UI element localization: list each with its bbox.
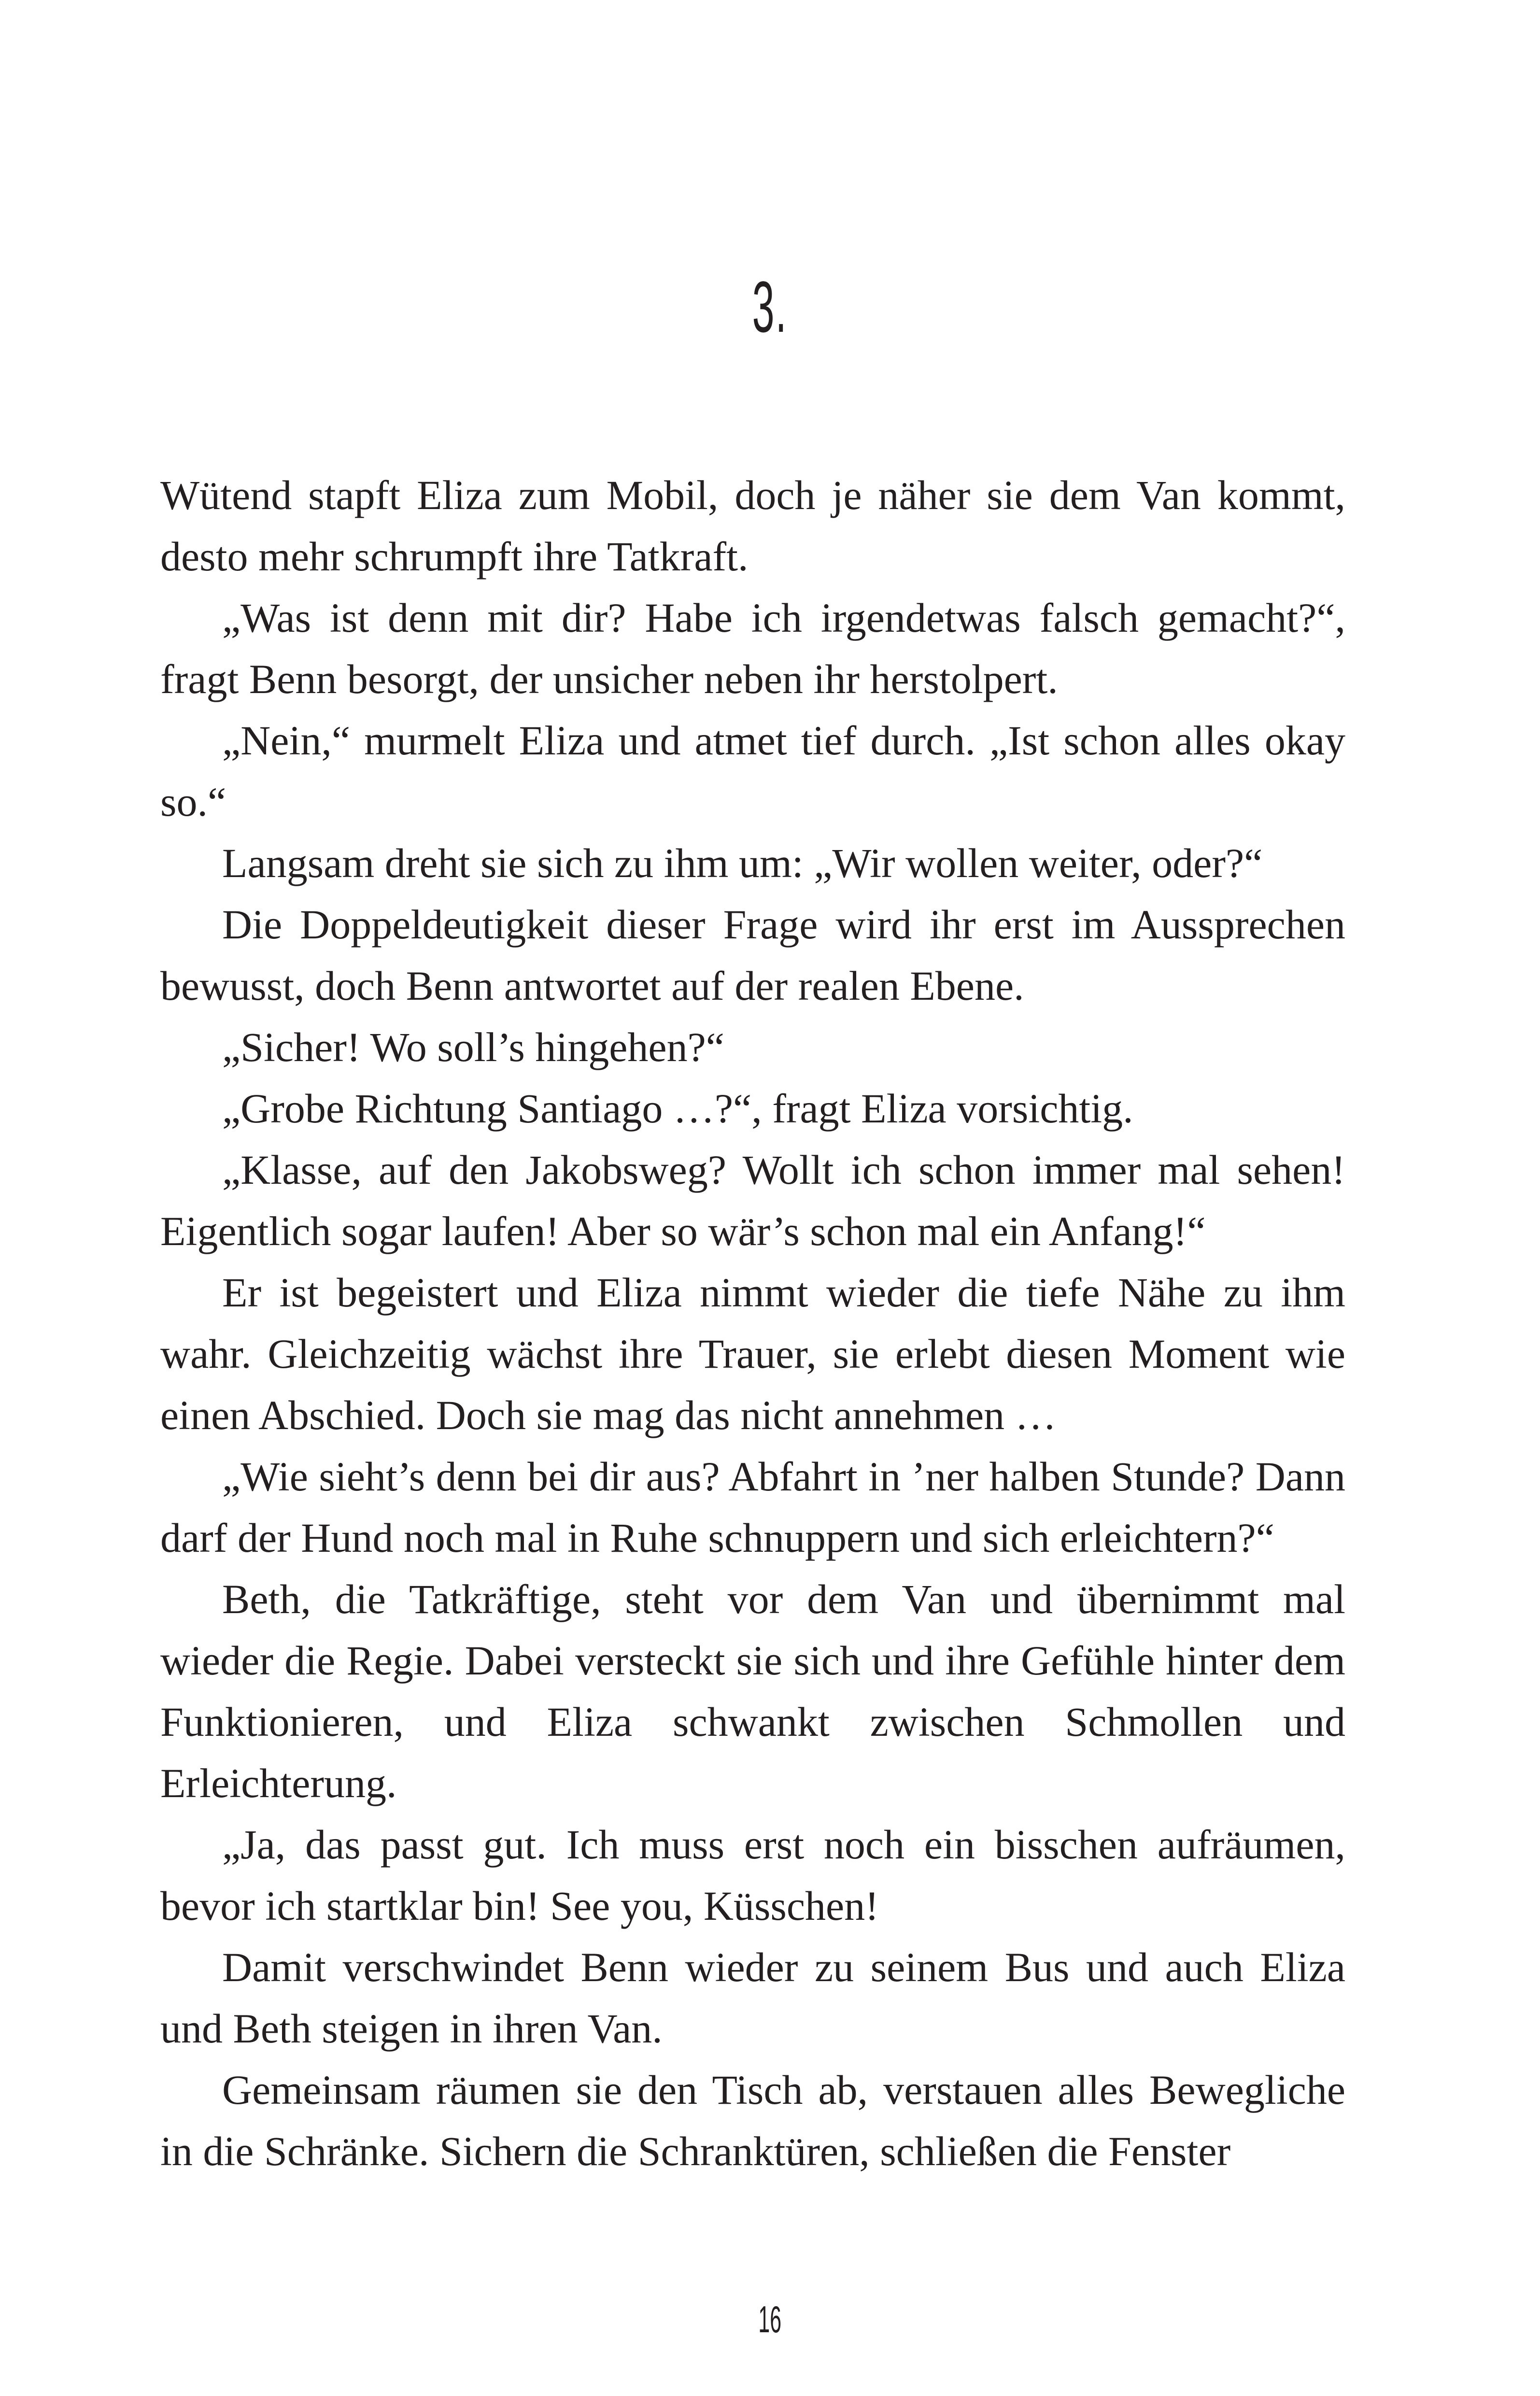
paragraph: „Was ist denn mit dir? Habe ich irgendetwas falsch gemacht?“, fragt Benn besorgt, der unsicher neben ihr herstolpert. bbox=[160, 595, 1345, 702]
paragraph: Wütend stapft Eliza zum Mobil, doch je näher sie dem Van kommt, desto mehr schrumpft ihre Tatkraft. bbox=[160, 472, 1345, 580]
paragraph: „Sicher! Wo soll’s hingehen?“ bbox=[222, 1024, 724, 1070]
paragraph: Beth, die Tatkräftige, steht vor dem Van und übernimmt mal wieder die Regie. Dabei versteckt sie sich und ihre Gefühle hinter dem Funktionieren, und Eliza schwankt zwischen Schmollen und Erleichterung. bbox=[160, 1576, 1345, 1806]
paragraph: „Wie sieht’s denn bei dir aus? Abfahrt in ’ner halben Stunde? Dann darf der Hund noch mal in Ruhe schnuppern und sich erleichtern?“ bbox=[160, 1453, 1345, 1561]
chapter-heading: 3. bbox=[752, 266, 788, 347]
paragraph: Die Doppeldeutigkeit dieser Frage wird ihr erst im Aussprechen bewusst, doch Benn antwortet auf der realen Ebene. bbox=[160, 901, 1345, 1009]
paragraph: Gemeinsam räumen sie den Tisch ab, verstauen alles Bewegliche in die Schränke. Sichern die Schranktüren, schließen die Fenster bbox=[160, 2067, 1345, 2174]
paragraph: „Ja, das passt gut. Ich muss erst noch ein bisschen aufräumen, bevor ich startklar bin! See you, Küsschen! bbox=[160, 1821, 1345, 1929]
page-number: 16 bbox=[758, 2298, 782, 2340]
paragraph: Damit verschwindet Benn wieder zu seinem Bus und auch Eliza und Beth steigen in ihren Van. bbox=[160, 1944, 1345, 2052]
paragraph: „Klasse, auf den Jakobsweg? Wollt ich schon immer mal sehen! Eigentlich sogar laufen! Aber so wär’s schon mal ein Anfang!“ bbox=[160, 1147, 1345, 1254]
chapter-body-text bbox=[160, 465, 1345, 2182]
paragraph: Langsam dreht sie sich zu ihm um: „Wir wollen weiter, oder?“ bbox=[222, 840, 1263, 886]
paragraph: Er ist begeistert und Eliza nimmt wieder die tiefe Nähe zu ihm wahr. Gleichzeitig wächst ihre Trauer, sie erlebt diesen Moment wie einen Abschied. Doch sie mag das nicht annehmen … bbox=[160, 1269, 1345, 1438]
paragraph: „Grobe Richtung Santiago …?“, fragt Eliza vorsichtig. bbox=[222, 1085, 1133, 1132]
paragraph: „Nein,“ murmelt Eliza und atmet tief durch. „Ist schon alles okay so.“ bbox=[160, 717, 1345, 825]
